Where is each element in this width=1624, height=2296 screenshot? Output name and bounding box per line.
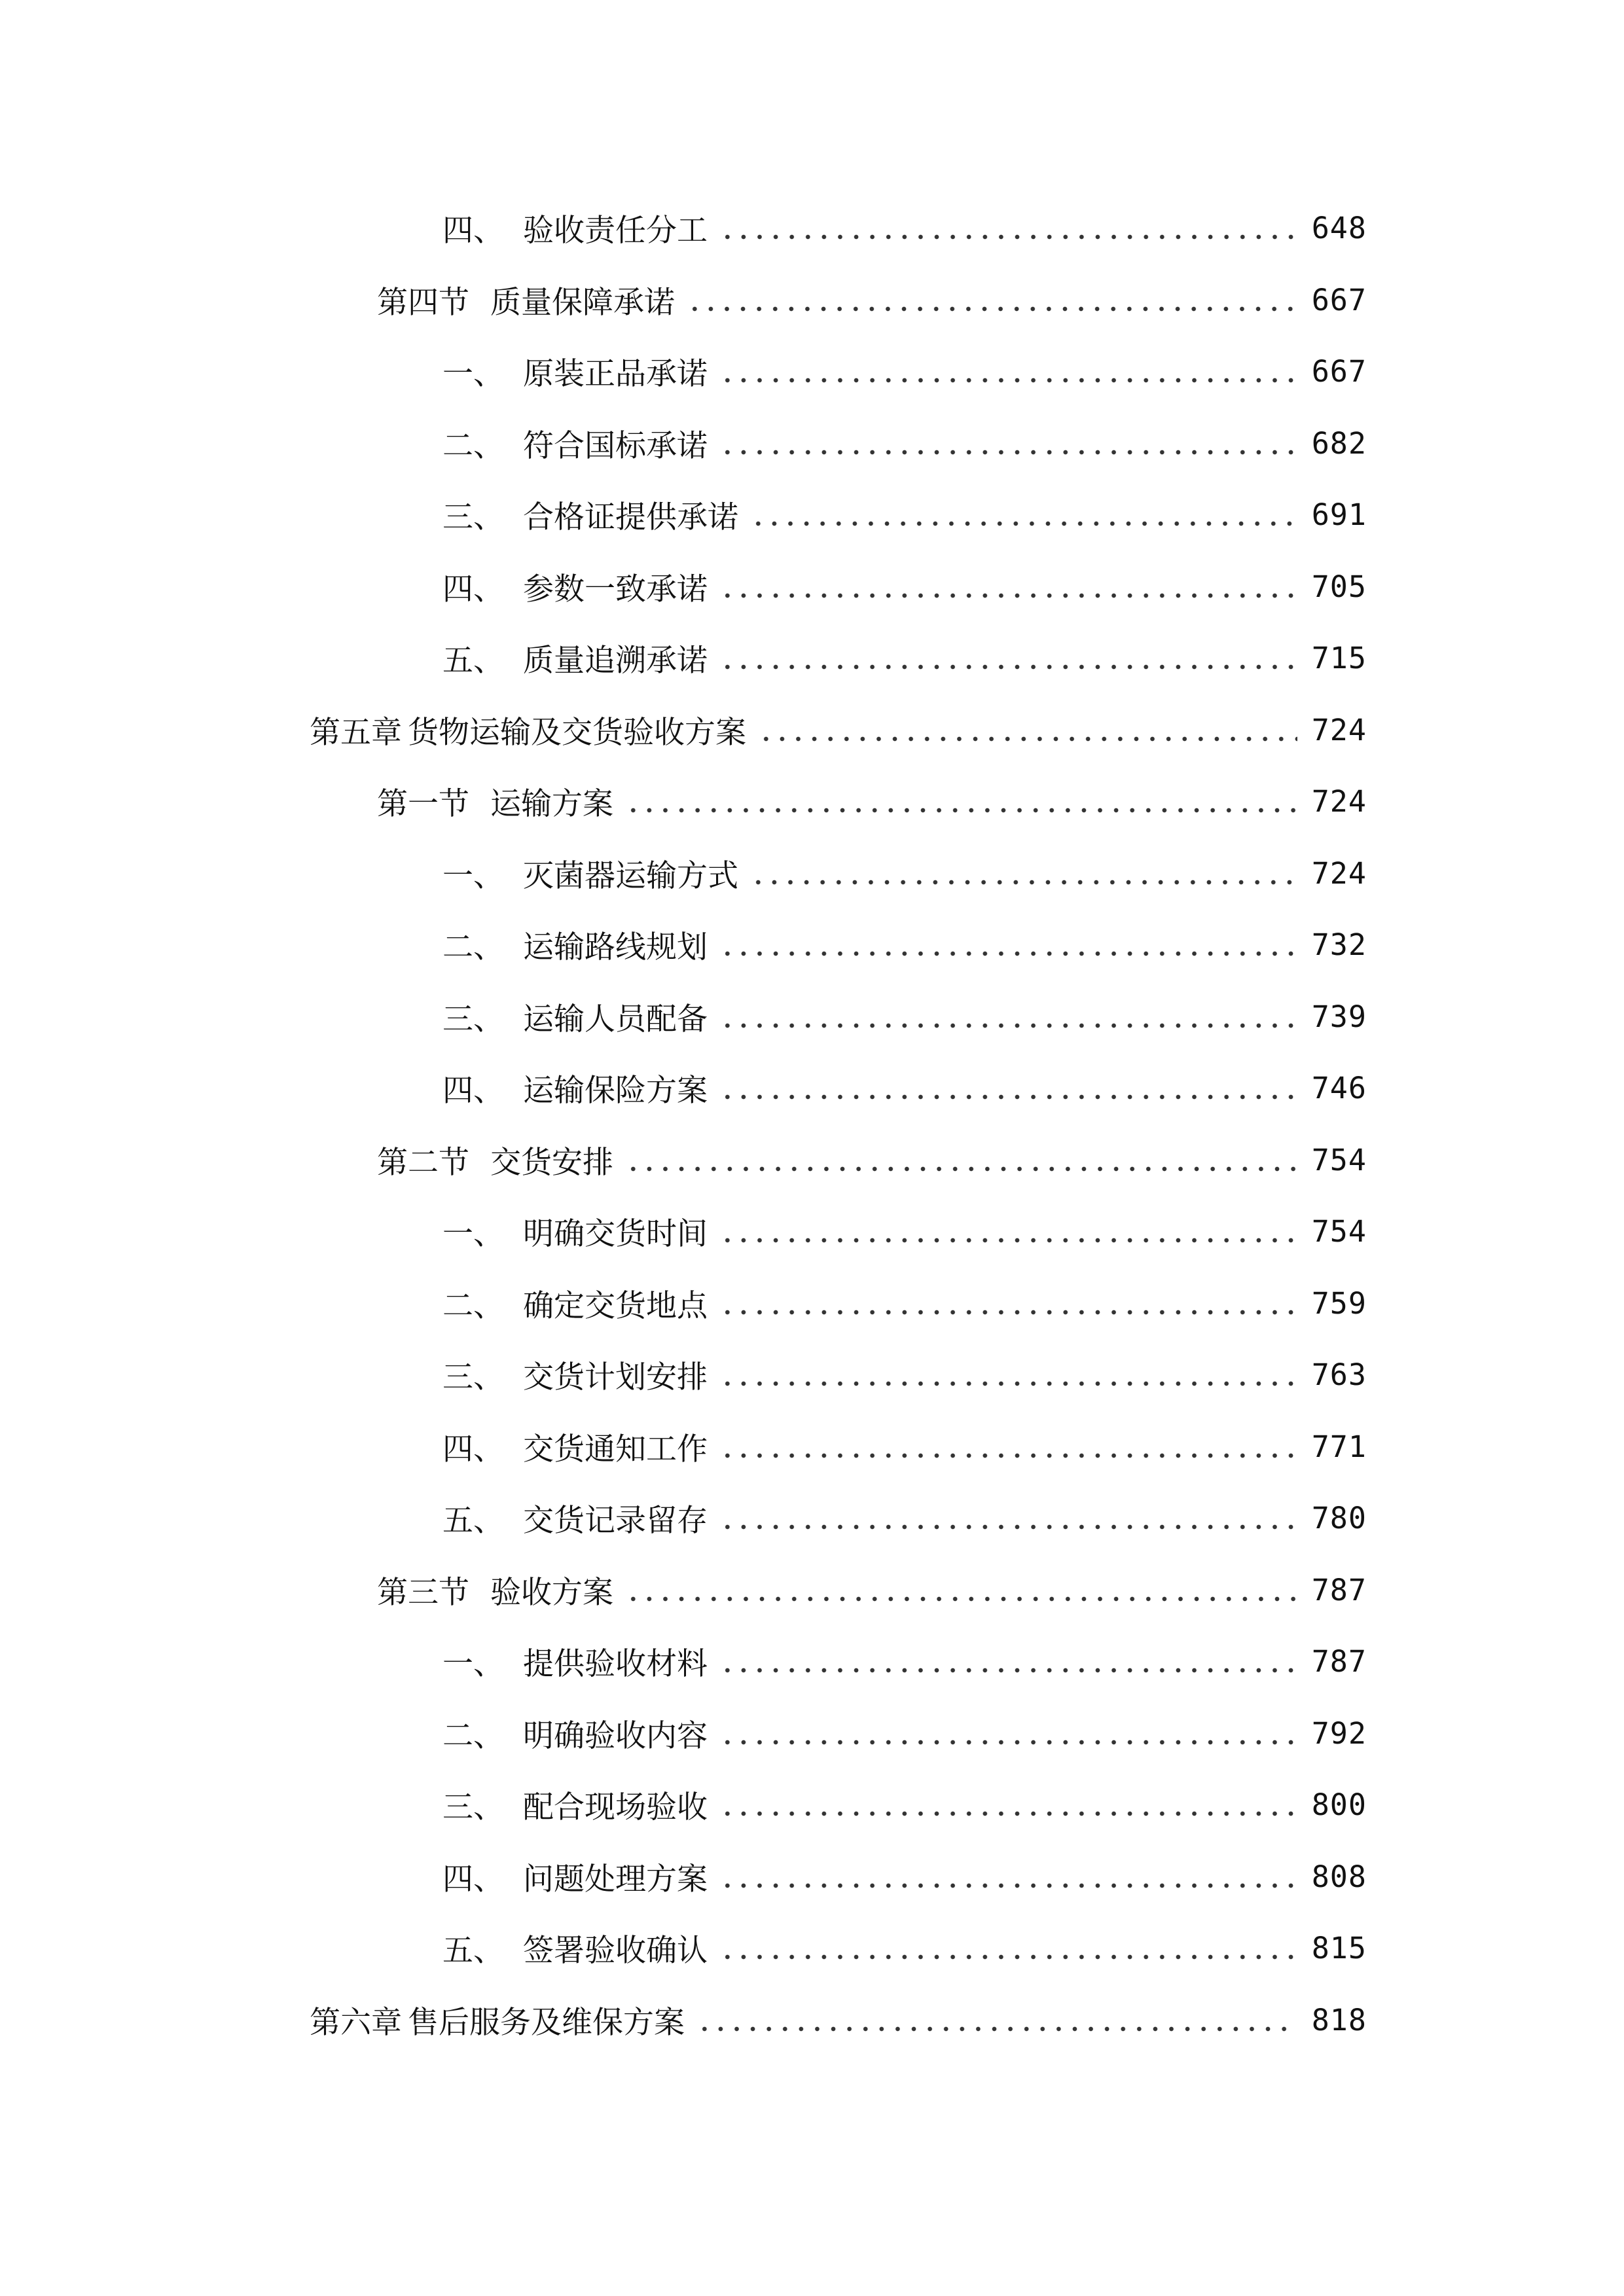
toc-entry-number: 五、 (442, 642, 504, 679)
toc-entry-title: 合格证提供承诺 (523, 499, 738, 535)
toc-entry-page: 754 (1311, 1213, 1367, 1249)
toc-entry-number: 一、 (442, 857, 504, 894)
toc-entry-number: 第一节 (377, 785, 469, 822)
toc-entry-title: 配合现场验收 (523, 1789, 708, 1825)
dot-leader (719, 1068, 1297, 1107)
toc-entry-page: 732 (1311, 927, 1367, 962)
toc-entry-page: 724 (1311, 855, 1367, 891)
dot-leader (719, 1427, 1297, 1466)
toc-entry[interactable] (442, 918, 1367, 971)
toc-entry[interactable] (442, 1492, 1367, 1544)
toc-entry-number: 一、 (442, 1215, 504, 1252)
toc-entry-title: 符合国标承诺 (523, 427, 708, 464)
toc-entry-page: 787 (1311, 1572, 1367, 1607)
toc-entry-title: 质量保障承诺 (490, 284, 675, 321)
toc-entry-page: 705 (1311, 569, 1367, 604)
toc-entry-page: 691 (1311, 497, 1367, 532)
dot-leader (719, 1928, 1297, 1967)
dot-leader (696, 2000, 1297, 2039)
toc-entry-number: 二、 (442, 929, 504, 965)
dot-leader (719, 1713, 1297, 1753)
toc-entry-title: 原装正品承诺 (523, 355, 708, 392)
toc-entry[interactable] (377, 1564, 1367, 1616)
toc-entry-number: 三、 (442, 1001, 504, 1037)
toc-entry-page: 818 (1311, 2002, 1367, 2037)
toc-entry-title: 交货计划安排 (523, 1359, 708, 1395)
toc-entry-page: 759 (1311, 1285, 1367, 1321)
toc-entry-number: 三、 (442, 1789, 504, 1825)
dot-leader (719, 638, 1297, 677)
dot-leader (719, 351, 1297, 391)
dot-leader (719, 1211, 1297, 1251)
toc-entry[interactable] (442, 1348, 1367, 1401)
dot-leader (719, 925, 1297, 964)
dot-leader (750, 495, 1297, 534)
toc-entry-title: 货物运输及交货验收方案 (408, 714, 746, 751)
toc-entry-title: 交货安排 (490, 1144, 613, 1181)
toc-entry[interactable] (442, 345, 1367, 397)
toc-entry-number: 五、 (442, 1932, 504, 1969)
dot-leader (719, 1283, 1297, 1323)
dot-leader (719, 1355, 1297, 1394)
toc-entry-title: 提供验收材料 (523, 1645, 708, 1682)
toc-entry[interactable] (442, 1635, 1367, 1687)
toc-entry-title: 明确验收内容 (523, 1717, 708, 1754)
toc-entry-number: 第三节 (377, 1574, 469, 1611)
toc-entry-number: 四、 (442, 1861, 504, 1897)
toc-entry[interactable] (442, 560, 1367, 613)
toc-entry-number: 四、 (442, 571, 504, 607)
toc-entry[interactable] (442, 1205, 1367, 1257)
dot-leader (625, 1570, 1297, 1609)
toc-entry-number: 第五章 (310, 714, 402, 751)
toc-entry-number: 第四节 (377, 284, 469, 321)
toc-entry-page: 780 (1311, 1500, 1367, 1535)
toc-entry-page: 724 (1311, 783, 1367, 819)
toc-entry[interactable] (442, 488, 1367, 541)
toc-entry[interactable] (442, 1850, 1367, 1903)
toc-entry-title: 交货记录留存 (523, 1502, 708, 1539)
toc-entry[interactable] (442, 847, 1367, 899)
toc-entry-page: 715 (1311, 640, 1367, 675)
toc-entry-title: 参数一致承诺 (523, 571, 708, 607)
toc-entry-page: 739 (1311, 999, 1367, 1034)
toc-entry-title: 运输路线规划 (523, 929, 708, 965)
dot-leader (719, 997, 1297, 1036)
toc-entry-title: 签署验收确认 (523, 1932, 708, 1969)
toc-entry-number: 三、 (442, 1359, 504, 1395)
dot-leader (687, 280, 1297, 319)
dot-leader (719, 423, 1297, 463)
toc-entry-title: 运输方案 (490, 785, 613, 822)
toc-entry-page: 815 (1311, 1930, 1367, 1965)
toc-entry-page: 667 (1311, 282, 1367, 317)
toc-entry-number: 第二节 (377, 1144, 469, 1181)
toc-entry-title: 确定交货地点 (523, 1287, 708, 1324)
toc-entry-number: 一、 (442, 355, 504, 392)
toc-entry-page: 792 (1311, 1715, 1367, 1751)
toc-entry-number: 五、 (442, 1502, 504, 1539)
toc-entry-title: 灭菌器运输方式 (523, 857, 738, 894)
toc-entry-number: 四、 (442, 1431, 504, 1467)
dot-leader (719, 567, 1297, 606)
toc-entry-number: 第六章 (310, 2004, 402, 2041)
dot-leader (719, 1641, 1297, 1681)
toc-entry-page: 754 (1311, 1142, 1367, 1177)
toc-entry-page: 808 (1311, 1859, 1367, 1894)
toc-entry-number: 四、 (442, 212, 504, 249)
toc-entry[interactable] (442, 1420, 1367, 1473)
toc-entry-title: 售后服务及维保方案 (408, 2004, 685, 2041)
toc-entry[interactable] (442, 990, 1367, 1043)
toc-entry[interactable] (442, 1707, 1367, 1759)
toc-entry[interactable] (377, 1134, 1367, 1186)
dot-leader (719, 1498, 1297, 1537)
toc-entry-title: 验收责任分工 (523, 212, 708, 249)
toc-entry[interactable] (442, 417, 1367, 469)
toc-entry-page: 724 (1311, 712, 1367, 747)
dot-leader (625, 781, 1297, 821)
toc-entry-page: 648 (1311, 210, 1367, 245)
toc-entry-title: 交货通知工作 (523, 1431, 708, 1467)
dot-leader (750, 853, 1297, 893)
dot-leader (625, 1140, 1297, 1179)
toc-entry-title: 运输保险方案 (523, 1072, 708, 1109)
toc-entry-page: 667 (1311, 353, 1367, 389)
toc-entry-page: 800 (1311, 1787, 1367, 1822)
toc-entry[interactable] (442, 632, 1367, 684)
toc-entry-number: 二、 (442, 1287, 504, 1324)
toc-entry-page: 771 (1311, 1429, 1367, 1464)
toc-entry-title: 验收方案 (490, 1574, 613, 1611)
toc-entry-title: 运输人员配备 (523, 1001, 708, 1037)
toc-entry[interactable] (310, 1994, 1367, 2046)
toc-entry[interactable] (442, 202, 1367, 254)
toc-entry-number: 四、 (442, 1072, 504, 1109)
dot-leader (719, 1857, 1297, 1896)
toc-entry-number: 一、 (442, 1645, 504, 1682)
toc-entry[interactable] (442, 1778, 1367, 1831)
toc-entry[interactable] (377, 775, 1367, 827)
dot-leader (719, 208, 1297, 247)
toc-entry-title: 问题处理方案 (523, 1861, 708, 1897)
toc-entry-page: 682 (1311, 425, 1367, 461)
toc-entry-number: 二、 (442, 427, 504, 464)
toc-entry[interactable] (442, 1922, 1367, 1974)
toc-entry-title: 质量追溯承诺 (523, 642, 708, 679)
toc-entry-page: 763 (1311, 1357, 1367, 1392)
toc-entry[interactable] (377, 274, 1367, 326)
toc-entry[interactable] (442, 1277, 1367, 1329)
dot-leader (758, 710, 1297, 749)
toc-entry-number: 二、 (442, 1717, 504, 1754)
toc-entry-page: 746 (1311, 1070, 1367, 1105)
toc-entry-title: 明确交货时间 (523, 1215, 708, 1252)
toc-entry[interactable] (442, 1062, 1367, 1114)
toc-entry-page: 787 (1311, 1643, 1367, 1679)
toc-entry-number: 三、 (442, 499, 504, 535)
dot-leader (719, 1785, 1297, 1824)
toc-entry[interactable] (310, 704, 1367, 756)
